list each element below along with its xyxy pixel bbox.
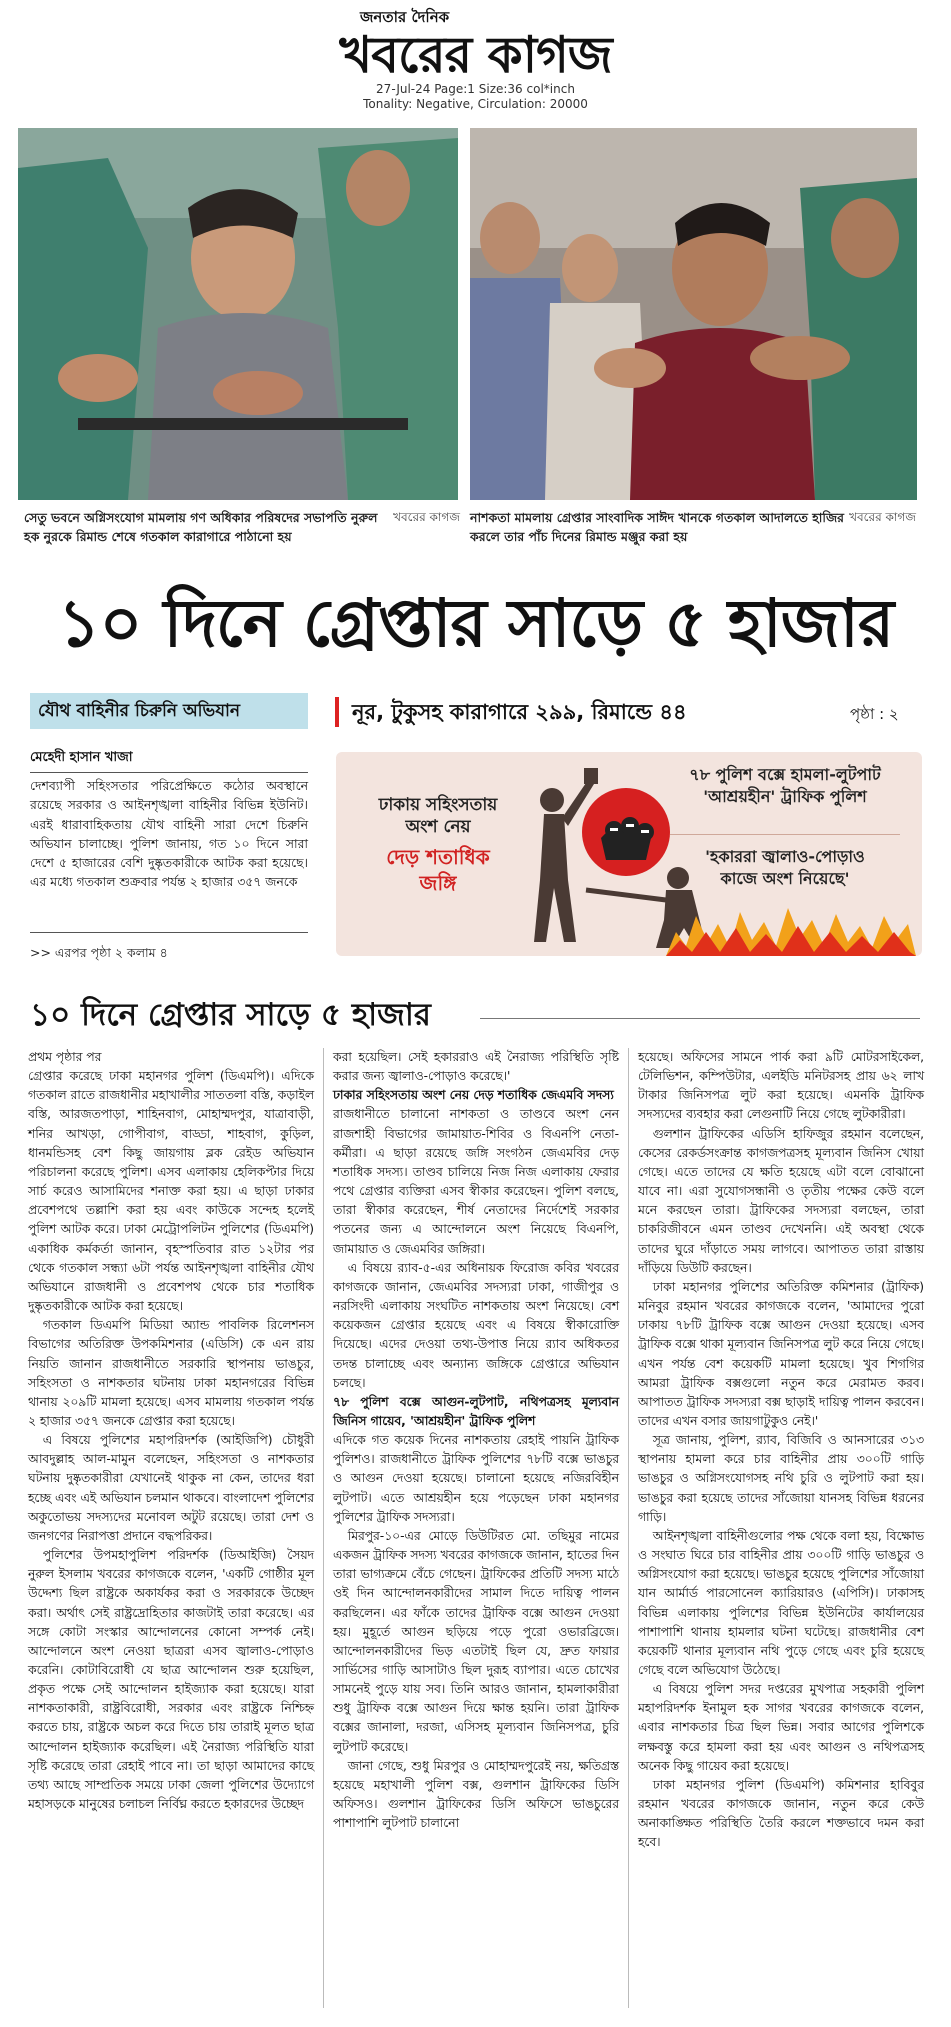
promo-right-block-1 bbox=[670, 764, 900, 808]
article-column-1 bbox=[28, 1048, 314, 1814]
photo-sayeed-khan bbox=[470, 128, 917, 500]
article-column-3 bbox=[638, 1048, 924, 1853]
article-paragraph: মিরপুর-১০-এর মোড়ে ডিউটিরত মো. তছিমুর নামের একজন ট্রাফিক সদস্য খবরের কাগজকে জানান, হাতের দিন তারা ভাগ্যক্রমে বেঁচে গেছেন। ট্রাফিকের প্রতিটি সদস্য মাঠে ওই দিন আন্দোলনকারীদের সামাল দিতে দায়িত্ব পালন করছিলেন। এর ফাঁকে তাদের ট্রাফিক বক্সে আগুন দেওয়া হয়। মুহূর্তে আগুন ছড়িয়ে পড়ে পুরো ওভারব্রিজে। আন্দোলনকারীদের ভিড় এতটাই ছিল যে, দ্রুত ফায়ার সার্ভিসের গাড়ি আসাটাও ছিল দুরূহ ব্যাপার। এতে চোখের সামনেই পুড়ে যায় সব। তিনি আরও জানান, হামলাকারীরা শুধু ট্রাফিক বক্সে আগুন দিয়ে ক্ষান্ত হয়নি। তারা ট্রাফিক বক্সের জানালা, দরজা, এসিসহ মূল্যবান জিনিসপত্র, চুরি লুটপাট করেছে। bbox=[333, 1528, 619, 1754]
photo-credit-2: খবরের কাগজ bbox=[849, 510, 916, 524]
clipping-meta-line1: 27-Jul-24 Page:1 Size:36 col*inch bbox=[376, 82, 575, 96]
article-column-2 bbox=[333, 1048, 619, 1833]
photo-credit-1: খবরের কাগজ bbox=[393, 510, 460, 524]
fire-icon bbox=[666, 902, 916, 956]
article-paragraph: জানা গেছে, শুধু মিরপুর ও মোহাম্মদপুরেই নয়, ক্ষতিগ্রস্ত হয়েছে মহাখালী পুলিশ বক্স, গুলশান ট্রাফিকের ডিসি অফিসও। গুলশান ট্রাফিকের ডিসি অফিসে ভাঙচুরের পাশাপাশি লুটপাট চালানো bbox=[333, 1758, 619, 1831]
promo-left-text bbox=[358, 794, 518, 896]
article-subheading: ৭৮ পুলিশ বক্সে আগুন-লুটপাট, নথিপত্রসহ মূল্যবান জিনিস গায়েব, 'আশ্রয়হীন' ট্রাফিক পুলিশ bbox=[333, 1394, 619, 1428]
masthead-name: খবরের কাগজ bbox=[339, 25, 612, 84]
article-paragraph: পুলিশের উপমহাপুলিশ পরিদর্শক (ডিআইজি) সৈয়দ নুরুল ইসলাম খবরের কাগজকে বলেন, 'একটি গোষ্ঠীর মূল উদ্দেশ্য ছিল রাষ্ট্রকে অকার্যকর করা ও সরকারকে উচ্ছেদ করা। অর্থাৎ সেই রাষ্ট্রদ্রোহিতার কাজটাই তারা করেছে। এর সঙ্গে কোটা সংস্কার আন্দোলনের কোনো সম্পর্ক নেই। আন্দোলনে অংশ নেওয়া ছাত্ররা এসব জ্বালাও-পোড়াও করেনি। কোটাবিরোধী যে ছাত্র আন্দোলন শুরু হয়েছিল, প্রকৃত পক্ষে সেই আন্দোলন হাইজ্যাক করা হয়েছে। যারা নাশকতাকারী, রাষ্ট্রবিরোধী, সরকার এবং রাষ্ট্রকে নিশ্চিহ্ন করতে চায়, রাষ্ট্রকে অচল করে দিতে চায় তারাই মূলত ছাত্র আন্দোলন হাইজ্যাক করেছিল। এই নৈরাজ্য পরিস্থিতি যারা সৃষ্টি করেছে তারা রেহাই পাবে না। তা ছাড়া আমাদের কাছে তথ্য আছে সাম্প্রতিক সময়ে ঢাকা জেলা পুলিশের উদ্যোগে মহাসড়কে মানুষের চলাচল নির্বিঘ্ন করতে হকারদের উচ্ছেদ bbox=[28, 1548, 314, 1812]
masthead-tagline: জনতার দৈনিক bbox=[360, 8, 450, 26]
article-paragraph: রাজধানীতে চালানো নাশকতা ও তাণ্ডবে অংশ নেন রাজশাহী বিভাগের জামায়াত-শিবির ও বিএনপি নেতা-কর্মীরা। এ ছাড়া রয়েছে জঙ্গি সংগঠন জেএমবির দেড় শতাধিক সদস্য। তাণ্ডব চালিয়ে নিজ নিজ এলাকায় ফেরার পথে গ্রেপ্তার ব্যক্তিরা এসব স্বীকার করেছেন। পুলিশ বলছে, তারা স্বীকার করেছেন, শীর্ষ নেতাদের নির্দেশেই সরকার পতনের জন্য এ আন্দোলনে অংশ নিয়েছে বিএনপি, জামায়াত ও জেএমবির জঙ্গিরা। bbox=[333, 1107, 619, 1256]
article-paragraph: গ্রেপ্তার করেছে ঢাকা মহানগর পুলিশ (ডিএমপি)। এদিকে গতকাল রাতে রাজধানীর মহাখালীর সাততলা বস্তি, কড়াইল বস্তি, আরজতপাড়া, শাহিনবাগ, মোহাম্মদপুর, যাত্রাবাড়ী, শনির আখড়া, গোপীবাগ, বাড্ডা, শাহবাগ, কুড়িল, ধানমন্ডিসহ বেশ কিছু জায়গায় ব্লক রেইড অভিযান পরিচালনা করেছে পুলিশ। এসব এলাকায় হেলিকপ্টার দিয়ে সার্চ করেও আসামিদের শনাক্ত করা হয়। এ ছাড়া ঢাকার প্রবেশপথে তল্লাশি করা হয় এবং কাউকে সন্দেহ হলেই পুলিশ আটক করে। ঢাকা মেট্রোপলিটন পুলিশের (ডিএমপি) একাধিক কর্মকর্তা জানান, বৃহস্পতিবার রাত ১২টার পর থেকে গতকাল সন্ধ্যা ৬টা পর্যন্ত আইনশৃঙ্খলা বাহিনীর যৌথ অভিযানে রাজধানী ও প্রবেশপথ থেকে চার শতাধিক দুষ্কৃতকারীকে আটক করা হয়েছে। bbox=[28, 1069, 314, 1314]
promo-right2-line1: 'হকাররা জ্বালাও-পোড়াও bbox=[705, 847, 865, 866]
photo-caption-2-text: নাশকতা মামলায় গ্রেপ্তার সাংবাদিক সাঈদ খানকে গতকাল আদালতে হাজির করলে তার পাঁচ দিনের রিমান্ড মঞ্জুর করা হয় bbox=[470, 510, 845, 544]
article-paragraph: এ বিষয়ে পুলিশ সদর দপ্তরের মুখপাত্র সহকারী পুলিশ মহাপরিদর্শক ইনামুল হক সাগর খবরের কাগজকে বলেন, এবার নাশকতার চিত্র ছিল ভিন্ন। সবার আগের পুলিশকে লক্ষবস্তু করে হামলা করা হয় এবং আগুন ও নথিপত্রসহ অনেক কিছু গায়েব করা হয়েছে। bbox=[638, 1682, 924, 1773]
promo-right1-line2: 'আশ্রয়হীন' ট্রাফিক পুলিশ bbox=[703, 787, 867, 806]
article-paragraph: গুলশান ট্রাফিকের এডিসি হাফিজুর রহমান বলেছেন, কেসের রেকর্ডসংক্রান্ত কাগজপত্রসহ মূল্যবান জিনিস খোয়া গেছে। এতে তাদের যে ক্ষতি হয়েছে এটা বলে বোঝানো যাবে না। এরা সুযোগসন্ধানী ও তৃতীয় পক্ষের কেউ বলে মনে করছেন তারা। ট্রাফিকের সদস্যরা বলছেন, তারা চাকরিজীবনে এমন তাণ্ডব দেখেননি। এই অবস্থা থেকে তাদের ঘুরে দাঁড়াতে সময় লাগবে। আপাতত তারা রাস্তায় দাঁড়িয়ে ডিউটি করছেন। bbox=[638, 1126, 924, 1275]
article-paragraph: করা হয়েছিল। সেই হকাররাও এই নৈরাজ্য পরিস্থিতি সৃষ্টি করার জন্য জ্বালাও-পোড়াও করেছে।' bbox=[333, 1050, 619, 1084]
photo-caption-1 bbox=[24, 508, 460, 546]
article-paragraph: প্রথম পৃষ্ঠার পর bbox=[28, 1050, 102, 1064]
column-divider-2 bbox=[628, 1048, 629, 2008]
continued-article-title: ১০ দিনে গ্রেপ্তার সাড়ে ৫ হাজার bbox=[30, 997, 431, 1033]
byline: মেহেদী হাসান খাজা bbox=[30, 750, 133, 765]
promo-left-line1: ঢাকায় সহিংসতায় bbox=[378, 795, 498, 815]
promo-graphic-box bbox=[336, 752, 922, 956]
page-reference: পৃষ্ঠা : ২ bbox=[850, 705, 899, 723]
main-headline: ১০ দিনে গ্রেপ্তার সাড়ে ৫ হাজার bbox=[57, 585, 894, 662]
section-title-rule bbox=[480, 1018, 920, 1019]
subhead-accent-bar bbox=[335, 697, 339, 727]
article-paragraph: আইনশৃঙ্খলা বাহিনীগুলোর পক্ষ থেকে বলা হয়, বিক্ষোভ ও সংঘাত ঘিরে চার বাহিনীর প্রায় ৩০০টি গাড়ি ভাঙচুর ও অগ্নিসংযোগ করা হয়েছে। ভাঙচুর হয়েছে পুলিশের সাঁজোয়া যান আর্মার্ড পারসোনেল ক্যারিয়ারও (এপিসি)। ঢাকাসহ বিভিন্ন এলাকায় পুলিশের বিভিন্ন ইউনিটের কার্যালয়ের পাশাপাশি থানায় হামলার ঘটনা ঘটেছে। রাজধানীর বেশ কয়েকটি থানার মূল্যবান নথি পুড়ে গেছে এবং চুরি হয়েছে গেছে বলে অভিযোগ উঠেছে। bbox=[638, 1528, 924, 1677]
subheadline: নূর, টুকুসহ কারাগারে ২৯৯, রিমান্ডে ৪৪ bbox=[352, 700, 687, 724]
article-paragraph: হয়েছে। অফিসের সামনে পার্ক করা ৯টি মোটরসাইকেল, টেলিভিশন, কম্পিউটার, এলইডি মনিটরসহ প্রায় ৬২ লাখ টাকার জিনিসপত্র লুট করা হয়েছে। এমনকি ট্রাফিক সদস্যদের ব্যবহার করা লেগুনাটি নিয়ে গেছে লুটকারীরা। bbox=[638, 1050, 924, 1122]
promo-divider bbox=[670, 834, 900, 835]
promo-left-red-line2: জঙ্গি bbox=[419, 871, 457, 895]
article-paragraph: এদিকে গত কয়েক দিনের নাশকতায় রেহাই পায়নি ট্রাফিক পুলিশও। রাজধানীতে ট্রাফিক পুলিশের ৭৮টি বক্সে ভাঙচুর ও আগুন দেওয়া হয়েছে। চালানো হয়েছে নজিরবিহীন লুটপাট। এতে আশ্রয়হীন হয়ে পড়েছেন ঢাকা মহানগর পুলিশের ট্রাফিক সদস্যরা। bbox=[333, 1433, 619, 1524]
photo-nurul-haque bbox=[18, 128, 458, 500]
promo-right-block-2 bbox=[670, 846, 900, 890]
promo-left-line2: অংশ নেয় bbox=[405, 817, 471, 837]
article-paragraph: ঢাকা মহানগর পুলিশ (ডিএমপি) কমিশনার হাবিবুর রহমান খবরের কাগজকে জানান, নতুন করে কেউ অনাকাঙ্ক্ষিত পরিস্থিতি তৈরি করলে শক্তভাবে দমন করা হবে। bbox=[638, 1777, 924, 1850]
article-paragraph: গতকাল ডিএমপি মিডিয়া অ্যান্ড পাবলিক রিলেশনস বিভাগের অতিরিক্ত উপকমিশনার (এডিসি) কে এন রায় নিয়তি জানান রাজধানীতে সরকারি স্থাপনায় ভাঙচুর, সহিংসতা ও নাশকতার ঘটনায় ঢাকা মহানগরের বিভিন্ন থানায় ২০৯টি মামলা হয়েছে। এসব মামলায় গতকাল পর্যন্ত ২ হাজার ৩৫৭ জনকে গ্রেপ্তার করা হয়েছে। bbox=[28, 1318, 314, 1428]
article-paragraph: এ বিষয়ে র‌্যাব-৫-এর অধিনায়ক ফিরোজ কবির খবরের কাগজকে জানান, জেএমবির সদস্যরা ঢাকা, গাজীপুর ও নরসিংদী এলাকায় সংঘটিত নাশকতায় অংশ নিয়েছে। বেশ কয়েকজন গ্রেপ্তার হয়েছে এবং এ বিষয়ে স্বীকারোক্তি দিয়েছে। এদের দেওয়া তথ্য-উপাত্ত নিয়ে র‌্যাব অধিকতর তদন্ত চালাচ্ছে এবং অন্যান্য জঙ্গিকে গ্রেপ্তারে অভিযান চলছে। bbox=[333, 1260, 619, 1390]
masthead bbox=[0, 0, 951, 120]
article-paragraph: সূত্র জানায়, পুলিশ, র‌্যাব, বিজিবি ও আনসারের ৩১৩ স্থাপনায় হামলা করে চার বাহিনীর প্রায় ৩০০টি গাড়ি ভাঙচুর ও অগ্নিসংযোগসহ নথি চুরি ও লুটপাট করা হয়। ভাঙচুর করা হয়েছে তাদের সাঁজোয়া যানসহ বিভিন্ন ধরনের গাড়ি। bbox=[638, 1433, 924, 1524]
article-paragraph: ঢাকা মহানগর পুলিশের অতিরিক্ত কমিশনার (ট্রাফিক) মনিবুর রহমান খবরের কাগজকে বলেন, 'আমাদের পুরো ঢাকায় ৭৮টি ট্রাফিক বক্সে আগুন দেওয়া হয়েছে। এসব ট্রাফিক বক্সে থাকা মূল্যবান জিনিসপত্র লুট করে নিয়ে গেছে। এখন পর্যন্ত বেশ কয়েকটি মামলা হয়েছে। খুব শিগগির আমরা ট্রাফিক বক্সগুলো নতুন করে মেরামত করব। আপাতত ট্রাফিক সদস্যরা বক্স ছাড়াই দায়িত্ব পালন করবেন। তাদের এখন বসার জায়গাটুকুও নেই।' bbox=[638, 1279, 924, 1428]
promo-left-red-line1: দেড় শতাধিক bbox=[386, 845, 490, 869]
column-divider-1 bbox=[323, 1048, 324, 2008]
article-paragraph: এ বিষয়ে পুলিশের মহাপরিদর্শক (আইজিপি) চৌধুরী আবদুল্লাহ আল-মামুন বলেছেন, সহিংসতা ও নাশকতার ঘটনায় দুষ্কৃতকারীরা যেখানেই থাকুক না কেন, তাদের ধরা হচ্ছে এবং এই অভিযান চলমান থাকবে। বাংলাদেশ পুলিশের অকুতোভয় সদস্যদের মনোবল অটুট রয়েছে। তারা দেশ ও জনগণের নিরাপত্তা প্রদানে বদ্ধপরিকর। bbox=[28, 1433, 314, 1543]
lead-paragraph: দেশব্যাপী সহিংসতার পরিপ্রেক্ষিতে কঠোর অবস্থানে রয়েছে সরকার ও আইনশৃঙ্খলা বাহিনীর বিভিন্ন ইউনিট। এরই ধারাবাহিকতায় যৌথ বাহিনী সারা দেশে চিরুনি অভিযান চালাচ্ছে। পুলিশ জানায়, গত ১০ দিনে সারা দেশে ৫ হাজারের বেশি দুষ্কৃতকারীকে আটক করা হয়েছে। এর মধ্যে গতকাল শুক্রবার পর্যন্ত ২ হাজার ৩৫৭ জনকে bbox=[30, 778, 308, 890]
clipping-meta-line2: Tonality: Negative, Circulation: 20000 bbox=[363, 97, 588, 111]
lead-bottom-rule bbox=[30, 932, 308, 933]
promo-right1-line1: ৭৮ পুলিশ বক্সে হামলা-লুটপাট bbox=[689, 765, 881, 784]
lead-top-rule bbox=[30, 772, 308, 773]
article-subheading: ঢাকার সহিংসতায় অংশ নেয় দেড় শতাধিক জেএমবি সদস্য bbox=[333, 1088, 614, 1103]
lead-continuation: >> এরপর পৃষ্ঠা ২ কলাম ৪ bbox=[30, 945, 168, 960]
promo-right2-line2: কাজে অংশ নিয়েছে' bbox=[720, 869, 850, 888]
photo-caption-2 bbox=[470, 508, 916, 546]
clipping-meta bbox=[0, 82, 951, 112]
photo-caption-1-text: সেতু ভবনে অগ্নিসংযোগ মামলায় গণ অধিকার পরিষদের সভাপতি নুরুল হক নুরকে রিমান্ড শেষে গতকাল কারাগারে পাঠানো হয় bbox=[24, 510, 378, 544]
kicker-label: যৌথ বাহিনীর চিরুনি অভিযান bbox=[30, 693, 308, 729]
